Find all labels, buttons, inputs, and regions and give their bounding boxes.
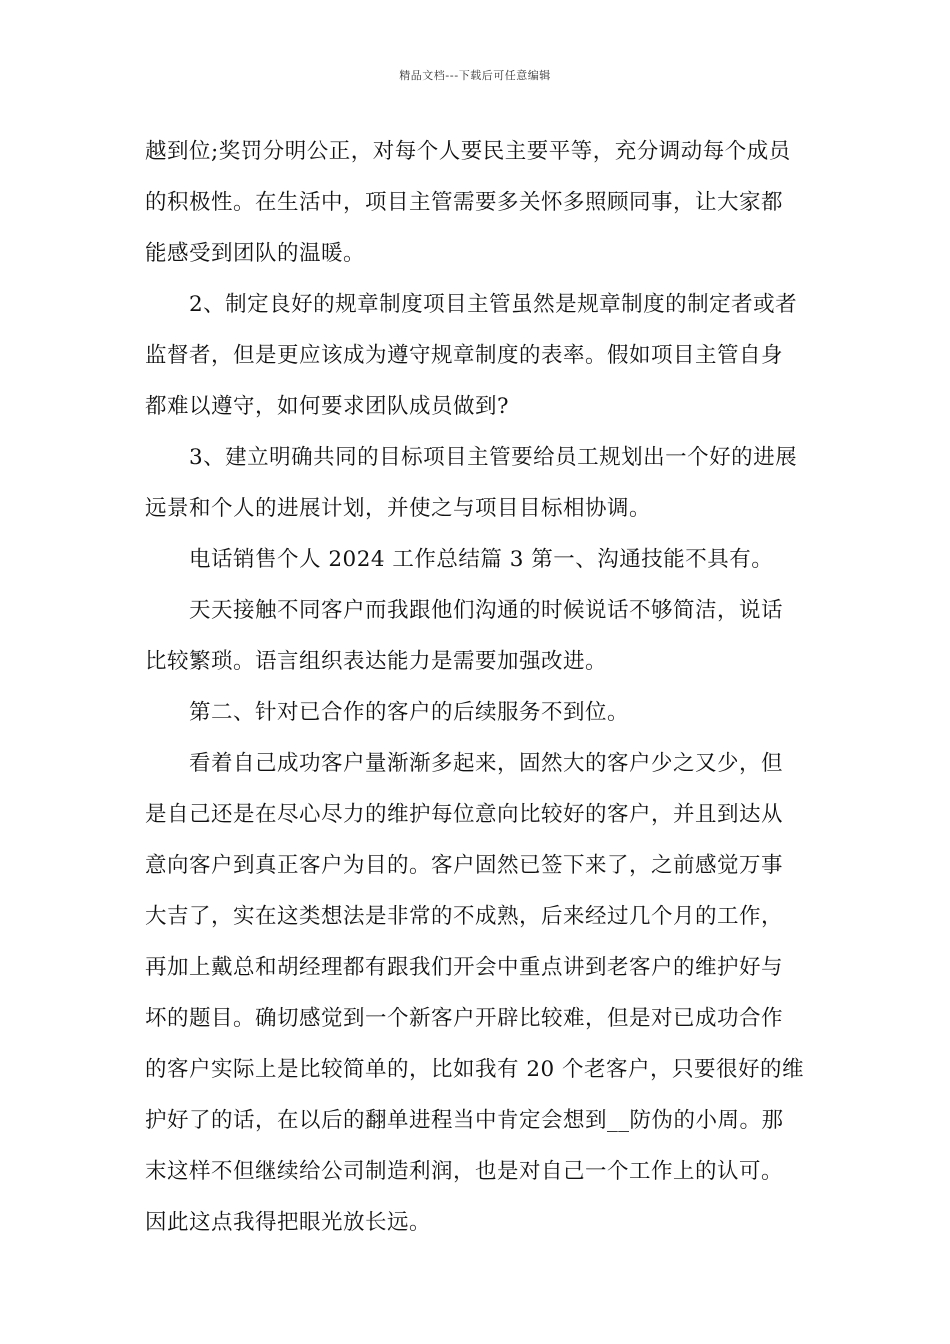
text-line: 坏的题目。确切感觉到一个新客户开辟比较难，但是对已成功合作 xyxy=(145,1006,784,1031)
text-line: 电话销售个人 2024 工作总结篇 3 第一、沟通技能不具有。 xyxy=(189,547,774,572)
text-line: 越到位;奖罚分明公正，对每个人要民主要平等，充分调动每个成员 xyxy=(145,139,791,164)
page-header: 精品文档---下载后可任意编辑 xyxy=(399,69,551,82)
text-line: 天天接触不同客户而我跟他们沟通的时候说话不够简洁，说话 xyxy=(189,598,784,623)
text-line: 第二、针对已合作的客户的后续服务不到位。 xyxy=(189,700,630,725)
text-line: 护好了的话，在以后的翻单进程当中肯定会想到__防伪的小周。那 xyxy=(145,1108,784,1133)
text-line: 能感受到团队的温暖。 xyxy=(145,241,366,266)
text-line: 再加上戴总和胡经理都有跟我们开会中重点讲到老客户的维护好与 xyxy=(145,955,784,980)
text-line: 末这样不但继续给公司制造利润，也是对自己一个工作上的认可。 xyxy=(145,1159,784,1184)
document-body xyxy=(145,126,809,1248)
text-line: 是自己还是在尽心尽力的维护每位意向比较好的客户，并且到达从 xyxy=(145,802,784,827)
text-line: 大吉了，实在这类想法是非常的不成熟，后来经过几个月的工作， xyxy=(145,904,784,929)
text-line: 2、制定良好的规章制度项目主管虽然是规章制度的制定者或者 xyxy=(189,292,798,317)
text-line: 的积极性。在生活中，项目主管需要多关怀多照顾同事，让大家都 xyxy=(145,190,784,215)
text-line: 看着自己成功客户量渐渐多起来，固然大的客户少之又少，但 xyxy=(189,751,784,776)
text-line: 都难以遵守，如何要求团队成员做到? xyxy=(145,394,510,419)
text-line: 意向客户到真正客户为目的。客户固然已签下来了，之前感觉万事 xyxy=(145,853,784,878)
text-line: 因此这点我得把眼光放长远。 xyxy=(145,1210,432,1235)
text-line: 比较繁琐。语言组织表达能力是需要加强改进。 xyxy=(145,649,608,674)
text-line: 监督者，但是更应该成为遵守规章制度的表率。假如项目主管自身 xyxy=(145,343,784,368)
text-line: 3、建立明确共同的目标项目主管要给员工规划出一个好的进展 xyxy=(189,445,798,470)
text-line: 的客户实际上是比较简单的，比如我有 20 个老客户，只要很好的维 xyxy=(145,1057,805,1082)
text-line: 远景和个人的进展计划，并使之与项目目标相协调。 xyxy=(145,496,652,521)
